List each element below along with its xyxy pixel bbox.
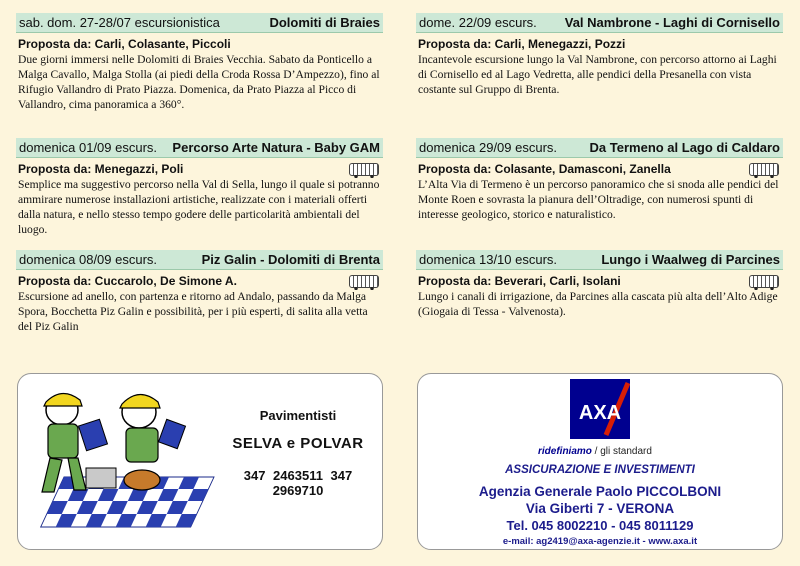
ad-selva-heading: Pavimentisti (259, 408, 337, 423)
bus-icon (349, 275, 379, 288)
ad-axa (417, 373, 783, 550)
bus-icon (349, 163, 379, 176)
event-header (16, 138, 383, 158)
event-title: Da Termeno al Lago di Caldaro (589, 140, 780, 155)
cartoon-illustration (24, 382, 224, 532)
axa-logo-text: AXA (578, 402, 622, 424)
ad-selva-polvar (17, 373, 383, 550)
axa-address: Via Giberti 7 - VERONA (525, 501, 675, 516)
event-proposers-text: Proposta da: Colasante, Damasconi, Zanella (418, 162, 671, 176)
event-card (16, 13, 383, 112)
event-card (416, 250, 783, 319)
event-header (416, 250, 783, 270)
event-title: Lungo i Waalweg di Parcines (601, 252, 780, 267)
axa-tagline (538, 446, 652, 457)
event-date: dome. 22/09 escurs. (419, 15, 537, 30)
event-proposers (18, 274, 381, 288)
ad-selva-text (218, 402, 378, 498)
ad-selva-company: SELVA e POLVAR (232, 435, 364, 452)
ad-selva-phones: 347 2463511 347 2969710 (243, 468, 353, 498)
event-proposers-text: Proposta da: Beverari, Carli, Isolani (418, 274, 621, 288)
event-proposers (418, 37, 781, 51)
event-header (16, 250, 383, 270)
event-card (16, 250, 383, 334)
event-description: Incantevole escursione lungo la Val Nambrone, con percorso attorno ai Laghi di Cornisello ed al Lago Vedretta, alle pendici della Presanella con vista costante sul Gruppo di Brenta. (418, 53, 777, 96)
axa-phones: Tel. 045 8002210 - 045 8011129 (506, 518, 694, 533)
event-proposers-text: Proposta da: Carli, Colasante, Piccoli (18, 37, 231, 51)
event-card (416, 13, 783, 97)
event-date: domenica 13/10 escurs. (419, 252, 558, 267)
event-title: Dolomiti di Braies (269, 15, 380, 30)
event-proposers (418, 162, 781, 176)
axa-tagline-bold: ridefiniamo (538, 446, 592, 457)
event-description: Semplice ma suggestivo percorso nella Val di Sella, lungo il quale si potranno ammirare numerose installazioni artistiche, realizzate con i materiali offerti dalla natura, e nello stesso tempo godere delle particolarità ambientali del luogo. (18, 178, 380, 236)
event-date: sab. dom. 27-28/07 escursionistica (19, 15, 220, 30)
axa-contacts: e-mail: ag2419@axa-agenzie.it - www.axa.it (502, 536, 698, 547)
event-date: domenica 29/09 escurs. (419, 140, 558, 155)
event-proposers-text: Proposta da: Cuccarolo, De Simone A. (18, 274, 237, 288)
event-proposers-text: Proposta da: Menegazzi, Poli (18, 162, 184, 176)
axa-logo (570, 379, 630, 439)
event-description: Escursione ad anello, con partenza e ritorno ad Andalo, passando da Malga Spora, Bocchetta Piz Galin e possibilità, per i più esperti, di salita alla vetta del Piz Galin (18, 290, 368, 333)
event-proposers (18, 37, 381, 51)
bus-icon (749, 275, 779, 288)
event-title: Val Nambrone - Laghi di Cornisello (564, 15, 780, 30)
event-header (16, 13, 383, 33)
event-header (416, 138, 783, 158)
event-date: domenica 08/09 escurs. (19, 252, 158, 267)
axa-agency: Agenzia Generale Paolo PICCOLBONI (478, 484, 722, 499)
event-description: Lungo i canali di irrigazione, da Parcines alla cascata più alta dell’Alto Adige (Giogaia di Tessa - Valvenosta). (418, 290, 778, 318)
event-description: L’Alta Via di Termeno è un percorso panoramico che si snoda alle pendici del Monte Roen e sovrasta la pianura dell’Oltradige, con numerosi spunti di interesse geologico, storico e naturalistico. (418, 178, 779, 221)
event-proposers-text: Proposta da: Carli, Menegazzi, Pozzi (418, 37, 626, 51)
event-title: Piz Galin - Dolomiti di Brenta (201, 252, 380, 267)
event-title: Percorso Arte Natura - Baby GAM (172, 140, 380, 155)
event-proposers (18, 162, 381, 176)
event-card (416, 138, 783, 222)
event-date: domenica 01/09 escurs. (19, 140, 158, 155)
event-description: Due giorni immersi nelle Dolomiti di Braies Vecchia. Sabato da Ponticello a Malga Cavallo, Malga Stolla (ai piedi della Croda Rossa D’Ampezzo), fino al Rifugio Vallandro di Prato Piazza. Domenica, da Prato Piazza al Picco di Vallandro, cima panoramica a 360°. (18, 53, 380, 111)
event-proposers (418, 274, 781, 288)
event-card (16, 138, 383, 237)
event-header (416, 13, 783, 33)
axa-tagline-rest: / gli standard (591, 446, 652, 457)
axa-subtitle: ASSICURAZIONE E INVESTIMENTI (505, 464, 695, 476)
bus-icon (749, 163, 779, 176)
